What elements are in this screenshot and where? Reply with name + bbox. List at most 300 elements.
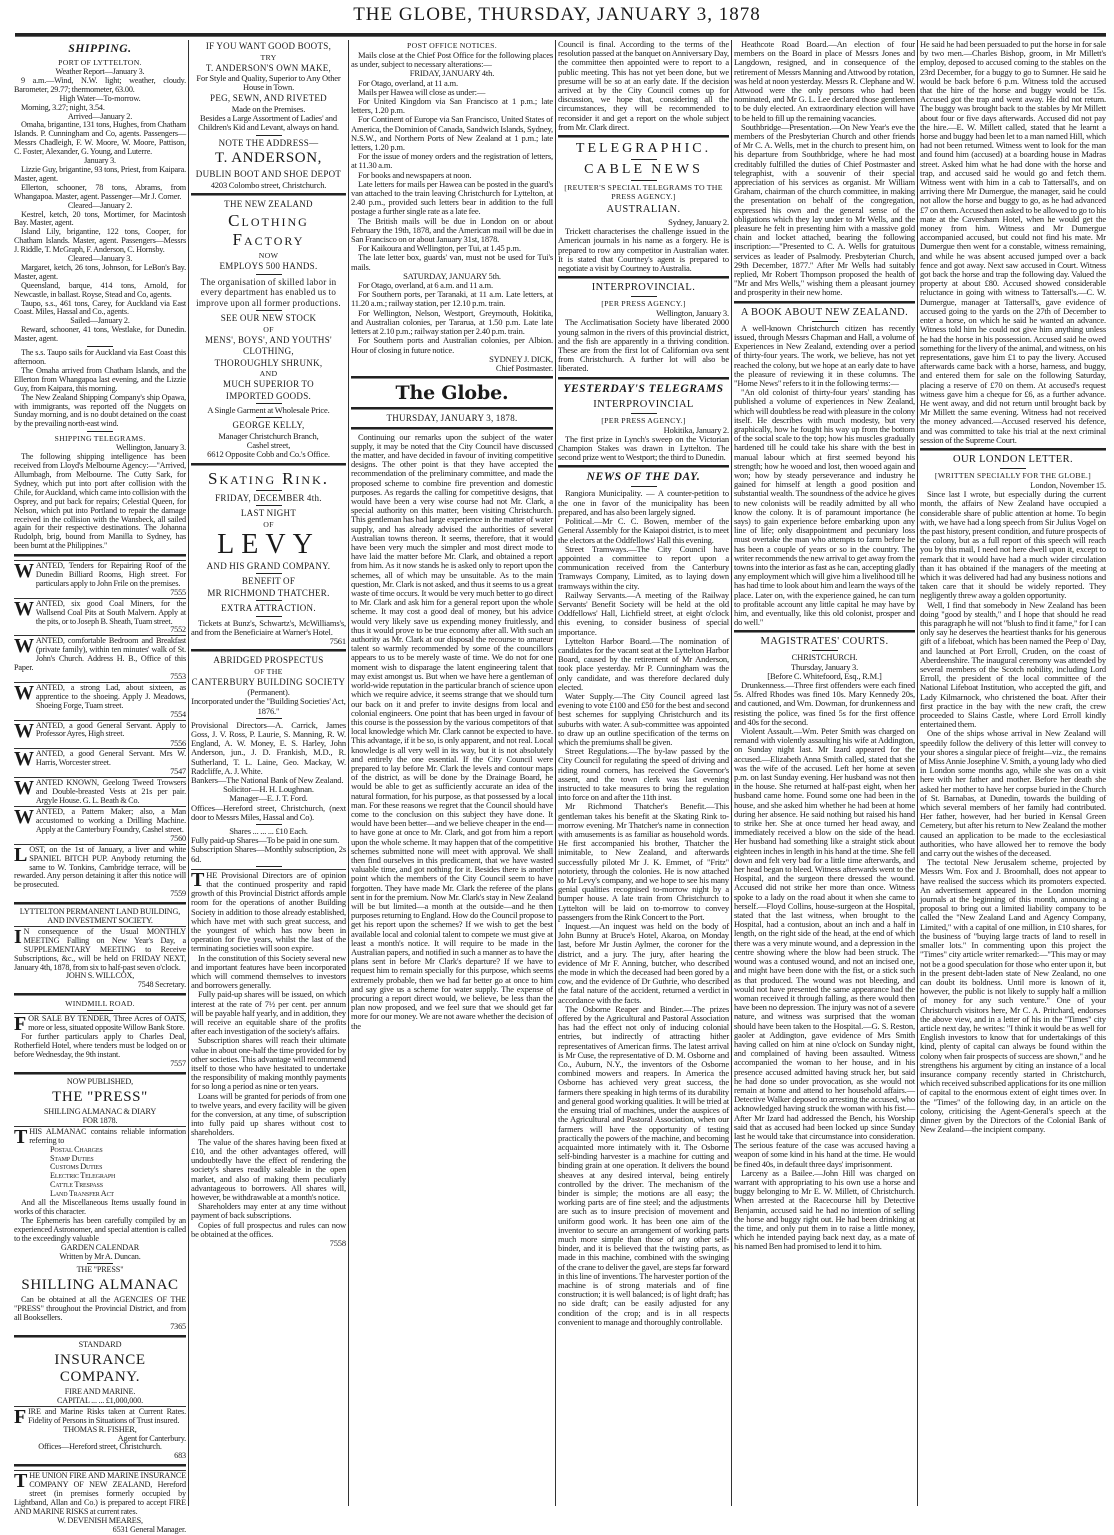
section-rule [14,554,186,557]
paragraph: "An old colonist of thirty-four years' standing has published a volume of experiences in New Zealand, which will doubtless be read with pleasure in the colony itself. He describes with much modesty, but very graphically, how he fought his way up from the bottom of the social scale to the top; how his muscles gradually hardened till he could take his share with the best in manual labour which at first seemed beyond his strength; how he wooed and lost, then wooed again and won; how by steady perseverance and industry he gained for himself at length a good position and substantial wealth. The soundness of the advice he gives to new colonists will be readily admitted by all who know the colony. It is of paramount importance (he says) to gain experience before embarking upon any line of life; only disappointment and pecuniary loss must overtake the man who attempts to farm before he has been a couple of years or so in the country. The writer recommends the new arrival to get away from the towns into the interior as fast as he can, accepting gladly any employment which will give him a livelihood till he has had time to look about him and learn the ways of the place. Later on, with the experience gained, he can turn to profitable account any little capital he may have by him, and eventually, like this old colonist, prosper and do well." [734,387,915,628]
ad-text: ANTED, a good General Servant. Mrs W. Harris, Worcester street. [35,749,186,768]
paragraph: Island Lily, brigantine, 122 tons, Cooper, for Chatham Islands. Master, agent. Passengers—Messrs J. Riddle, T. McGraph, F. Anderson, C. Hornsby. [14,227,186,255]
paragraph: Railway Servants.—A meeting of the Railway Servants' Benefit Society will be held at the old Oddfellows' Hall, Lichfield street, at eight o'clock this evening, to consider business of special importance. [558,589,729,637]
paragraph: For Otago, overland, at 11 a.m. [358,77,458,88]
paragraph: A well-known Christchurch citizen has recently issued, through Messrs Chapman and Hall, a volume of Experiences in New Zealand, extending over a period of thirty-four years. The work, we believe, has not yet reached the colony, but we hope at an early date to have the pleasure of reviewing it in these columns. The "Home News" refers to it in the following terms:— [734,322,915,388]
paragraph: Fully paid-up shares will be issued, on which interest at the rate of 7½ per cent. per annum will be payable half yearly, and in addition, they will receive an equitable share of the profits after each investigation of the society's affairs. [191,989,346,1037]
centered-line: Offices—Hereford street, Christchurch. [38,1442,162,1452]
centered-line: Solicitor—H. H. Loughnan. [223,784,314,795]
subheading: OF [263,519,274,529]
short-rule [256,274,282,275]
paragraph: Water Supply.—The City Council agreed last evening to vote £100 and £50 for the best and second best schemes for supplying Christchurch and its suburbs with water. A sub-committee was appointed to draw up an outline specification of the terms on which the premiums shall be given. [558,690,729,747]
paragraph: For United Kingdom via San Francisco at 1 p.m.; late letters, 1.20 p.m. [351,96,553,116]
classified-ad [14,844,186,891]
ad-display-line: AND HIS GRAND COMPANY. [206,560,331,571]
short-rule [256,135,282,136]
signature-line: Agent for Canterbury. [117,1433,186,1443]
ad-text: ANTED, a Pattern Maker; also, a Man accustomed to working a Drilling Machine. Apply at the Canterbury Foundry, Cashel street. [35,807,186,834]
paragraph: Mails close at the Chief Post Office for the following places as under, subject to necessary alterations:— [351,50,553,70]
signature-line: 7548 Secretary. [137,980,186,990]
short-rule [256,490,282,491]
ad-text: ANTED, comfortable Bedroom and Breakfast (private family), within ten minutes' walk of St. John's Church. Address H. B., Office of this Paper. [14,636,186,673]
centered-line: Weather Report—January 3. [55,67,145,76]
ad-text: ANTED KNOWN, Geelong Tweed Trowsers and Double-breasted Vests at 21s per pair. Argyle House. G. L. Beath & Co. [35,778,186,806]
ad-display-line: THE NEW ZEALAND [224,198,313,209]
ad-large-heading: Skating Rink. [208,468,329,488]
centered-line: For Style and Quality, Superior to Any Other House in Town. [196,73,341,93]
section-rule [558,135,729,138]
classified-ad [14,682,186,711]
centered-line: NOW PUBLISHED, [66,1076,134,1086]
ad-display-line: IF YOU WANT GOOD BOOTS, [205,41,332,51]
paragraph: For the issue of money orders and the registration of letters, at 11.30 a.m. [351,151,553,171]
short-rule [87,1263,113,1264]
paragraph: 9 a.m.—Wind, N.W. light; weather, cloudy. Barometer, 29.77; thermometer, 63.00. [14,75,186,94]
paragraph: For books and newspapers at noon. [358,169,472,180]
classified-ad [14,1013,186,1036]
paragraph: Violent Assault.—Wm. Peter Smith was charged on remand with violently assaulting his wife at Addington, on Sunday night last. Mr Izard appeared for the accused.—Elizabeth Anna Smith called, stated that she was the wife of the accused. Left her home at seven p.m. on last Sunday evening. Her husband was not then in the house. She returned at half-past eight, when her husband came home. Found some one had been in the house, and she asked him whether he had been at home during her absence. He said nothing but raised his hand to strike her. She at once turned her head away, and immediately received a blow on the side of the head. Her husband had something like a straight stick about eighteen inches in length in his hand at the time. She fell down and felt very bad for a little time afterwards, and her head began to bleed. Witness afterwards went to the Hospital, and the surgeon there dressed the wound. Accused did not strike her more than once. Witness spoke to a lady on the road about it when she came to herself.—Floyd Collins, house-surgeon at the Hospital, stated that the last witness, when brought to the Hospital, had a contusion, about an inch and a half in length, on the right side of the head, at the end of which there was a very minute wound, and a depression in the centre showing where the blow had been struck. The wound was a contused wound, and not an incised one, and might have been done with the fist, or a stick such as that produced. The wound was not bleeding, and would not have presented the same appearance had the woman received it through falling, as there would then have been no depression. The injury was not of a severe nature, and witness was surprised that the woman should have been taken to the Hospital.—G. S. Reston, gaoler at Addington, gave evidence of Mrs Smith having called on him at nine o'clock on Sunday night, and complained of having been assaulted. Witness accompanied the woman to her house, and in his presence accused admitted having struck her, but said he had done so under provocation, as she would not remain at home and attend to her household affairs.—Detective Walker deposed to arresting the accused, who acknowledged having struck the woman with his fist.—After Mr Izard had addressed the Bench, his Worship said that as accused had been locked up since Sunday last he would take that circumstance into consideration. The serious feature of the case was accused having a weapon of some kind in his hand at the time. He would be fined 40s, in default three days' imprisonment. [734,726,915,1169]
ad-text: N consequence of the Usual MONTHLY MEETING Falling on New Year's Day, a SUPPLEMENTARY MEETING to Receive Subscriptions, &c., will be held on FRIDAY NEXT, January 4th, 1878, from six to half-past seven o'clock. [14,926,186,972]
paragraph: Continuing our remarks upon the subject of the water supply, it may be noted that the City Council have discussed the matter, and have decided in favour of inviting competitive designs. The other point is that they have accepted the recommendation of the preliminary committee, and made the proposed scheme to combine fire prevention and domestic purposes. As regards the calling for competitive designs, that would have been a very wise course had not Mr. Clark, a special authority on this matter, been visiting Christchurch. This gentleman has had large experience in the matter of water supply, and has already advised the authorities of several Australian towns thereon. It seems, therefore, that it would have been very much the simpler and most direct mode to have laid the matter before Mr. Clark, and obtained a report from him. As it now stands he is asked only to report upon the schemes, all of which may be unsuitable. As to the main question, Mr. Clark is not asked, and thus it seems to us a great waste of time occurs. It would be very much better to go direct to Mr. Clark and ask him for a general report upon the whole scheme. It may cost a good deal of money, but his advice would very likely save us expending money fruitlessly, and thus it would prove to be true economy after all. With such an authority as Mr. Clark at our disposal the recourse to amateur talent so warmly recommended by some of the councillors appears to us to be merely waste of time. We do not for one moment wish to disparage the latent engineering talent that may exist amongst us. But when we have here a gentleman of world-wide reputation in the particular branch of science upon which we require advice, it seems strange that we should turn our back on it and prefer to invite designs from local and colonial engineers. One point that has been urged in favour of this course is the possession by the various competitors of that local knowledge which Mr. Clark cannot be expected to have. This advantage, if it be so, is only apparent, and not real. Local knowledge is all very well in its way, but it is not absolutely and entirely the one essential. If the City Council were prepared to lay before Mr. Clark the levels and contour maps of the district, as will be done by the Drainage Board, he would be able to get as sufficiently accurate an idea of the natural formation, for his purpose, as that possessed by a local man. For these reasons we regret that the Council should have come to the conclusion on this subject they have done. It would have been better—and we believe cheaper in the end—to have gone at once to Mr. Clark, and got from him a report upon the whole scheme. It may happen that of the competitive schemes submitted none will meet with approval. We shall then find ourselves in this predicament, that we have wasted valuable time, and got nothing for it. Besides there is another point which the members of the City Council seem to have forgotten. They have made Mr. Clark the referee of the plans sent in for the premium. Now Mr. Clark's stay in New Zealand will be but limited—a month at the outside—and he then purposes returning to England. How do the Council propose to get his report upon the schemes? If we wish to get the best available local and colonial talent to compete we must give at least a month's notice. It will require to be made in the Australian papers, and notified in such a manner as to have the plans sent in before Mr Clark's departure? If we have to request him to remain specially for this purpose, which seems extremely probable, then we had far better go at once to him and say give us a scheme for water supply. The expense of procuring a report direct would, we believe, be less than the plan now proposed, and we feel sure that we should get far more for our money. We are not aware whether the decision of the [351,431,553,1031]
section-rule [558,377,729,380]
short-rule [256,718,282,719]
section-rule [191,193,346,196]
section-heading: SHIPPING. [68,43,132,55]
paragraph: Late letters for mails per Hawea can be posted in the guard's van attached to the train leaving Christchurch for Lyttelton, at 2.40 p.m., provided such letters bear in addition to the full postage a further single rate as a late fee. [351,178,553,217]
ad-text: OST, on the 1st of January, a liver and white SPANIEL BITCH PUP. Anybody returning the same to W. Tonkins, Cambridge terrace, will be rewarded. Any person detaining it after this notice will be prosecuted. [14,844,186,890]
section-heading: AUSTRALIAN. [606,204,681,216]
ad-display-line: MUCH SUPERIOR TO [223,379,314,390]
subheading: AND [259,369,278,379]
subheading: OF [263,324,274,334]
list-item: Electric Telegraph [50,1171,116,1181]
list-item: Stamp Duties [50,1153,94,1163]
drop-cap: W [14,719,34,742]
section-heading: INTERPROVINCIAL. [591,282,696,294]
ad-display-line: IMPORTED GOODS. [225,390,312,401]
signature-line: London, November 15. [1030,479,1106,490]
paragraph: The Ephemeris has been carefully compiled by an experienced Astronomer, and special attention is called to the exceedingly valuable [14,1215,186,1243]
ad-display-line: THURSDAY, JANUARY 3, 1878. [386,413,518,424]
ad-display-line: The organisation of skilled labor in every department has enabled us to improve upon all former productions. [196,276,341,308]
subheading: [WRITTEN SPECIALLY FOR THE GLOBE.] [934,470,1092,480]
section-rule [558,276,729,279]
drop-cap: W [14,597,34,620]
centered-line: Made on the Premises. [231,103,306,114]
section-rule [191,463,346,466]
ad-number: 7554 [170,709,186,719]
subheading: WINDMILL ROAD. [65,999,135,1009]
paragraph: Fully paid-up Shares—To be paid in one sum. [191,835,340,846]
paragraph: He said he had been persuaded to put the horse in for sale by two men.—Charles Bishop, groom, in Mr Millett's employ, deposed to accused coming to the stables on the 23rd December, for a buggy to go to Sumner. He said he would be back before 6 p.m. Witness told the accused that the hire of the horse and buggy would be 15s. Accused got the trap and went away. He did not return. The buggy was brought back to the stables by Mr Millett about four or five days afterwards. Accused did not pay the hire.—E. W. Millett called, stated that he learnt a horse and buggy had been let to a man named Hill, which had not been returned. Witness went to look for the man and found him (accused) at a boarding house in Madras street. Asked him what he had done with the horse and trap, and accused said he would go and fetch them. Witness went with him in a cab to Tattersall's, and on arriving there Mr Dumergue, the manager, said he could not allow the horse and buggy to go, as he had advanced £7 on them. Accused then asked to be allowed to go to his mate at the Caversham Hotel, when he would get the money from him. Witness and Mr Dumergue accompanied accused, but could not find his mate. Mr Dumergue then went for a constable, witness remaining, and while he was absent accused jumped over a back fence and got away. Next saw accused in Court. Witness got back the horse and trap the following day. Valued the property at about £80. Accused showed considerable reluctance in going with witness to Tattersall's.—C. W. Dumergue, manager at Tattersall's, gave evidence of accused going to the yards on the 27th of December to enter a horse, on which he said he wanted an advance. Witness told him he could not give him anything unless he had the horse in his possession. Accused said he owed something for the livery of the animal, and witness, on his representations, gave him £1 to pay the livery. Accused afterwards came back with a horse, harness, and buggy, and entered them for sale on the following Saturday, placing a reserve of £70 on them. At accused's request witness gave him a cheque for £6, as a further advance. He went away, and did not return until brought back by Mr Millett the same evening. Witness had not received the money advanced.—Accused reserved his defence, and was committed to take his trial at the next criminal session of the Supreme Court. [920,39,1106,445]
paragraph: Morning, 3.27; night, 3.54. [21,102,105,112]
list-item: Cattle Trespass [50,1180,103,1190]
paragraph: Shareholders may enter at any time without payment of back subscriptions. [191,1201,346,1221]
subheading: SHIPPING TELEGRAMS. [54,434,146,444]
drop-cap: T [14,1470,28,1493]
paragraph: Council is final. According to the terms of the resolution passed at the banquet on Anniversary Day, the committee then appointed were to report to a public meeting. This has not yet been done, but we presume will be so at an early date. If the decision arrived at by the City Council comes up for discussion, we hope that, considering all the circumstances, they will be recommended to reconsider it and get a report on the whole subject from Mr. Clark direct. [558,39,729,132]
paragraph: For Wellington, Nelson, Westport, Greymouth, Hokitika, and Australian colonies, per Tararua, at 1.50 p.m. Late late letters at 2.10 p.m.; railway station per 2.40 p.m. train. [351,307,553,337]
newspaper-masthead: THE GLOBE, THURSDAY, JANUARY 3, 1878 [353,4,761,25]
section-heading: TELEGRAPHIC. [575,141,712,157]
section-rule [351,407,553,410]
paragraph: Since last I wrote, but especially during the current month, the affairs of New Zealand have occupied a considerable share of public attention at home. To begin with, we have had a long speech from Sir Julius Vogel on the past history, present condition, and future prospects of the colony, but as a full report of this speech will reach you by this mail, I need not here dwell upon it, except to remark that it would have had a much wider circulation than it has obtained if the managers of the meeting at which it was delivered had had any business notions and taken care that it should be widely reported. They negligently threw away a golden opportunity. [920,489,1106,601]
centered-line: High Water—To-morrow. [59,93,141,103]
subheading: NOW [258,251,279,261]
classified-ad [14,598,186,627]
centered-line: 6612 Opposite Cobb and Co.'s Office. [207,449,330,460]
section-rule [191,649,346,652]
subheading: [REUTER'S SPECIAL TELEGRAMS TO THE PRESS AGENCY.] [564,183,723,202]
paragraph: Trickett characterises the challenge issued in the American journals in his name as a forgery. He is prepared to row any competitor in Australian water. It is stated that Courtney's agent is prepared to negotiate a visit by Courtney to Australia. [558,226,729,274]
ad-text: OR SALE BY TENDER, Three Acres of OATS, more or less, situated opposite Willow Bank Store. [28,1014,186,1033]
paragraph: Street Tramways.—The City Council have appointed a committee to report upon a communication received from the Canterbury Tramways Company, Limited, as to laying down tramways within the city. [558,543,729,591]
signature-line: Wellington, January 3. [115,443,186,453]
signature-line: Wellington, January 3. [656,308,729,319]
short-rule [256,310,282,311]
ad-number: 7553 [170,672,186,681]
subheading: POST OFFICE NOTICES. [407,41,497,50]
paragraph: The Acclimatisation Society have liberated 2000 young salmon in the rivers of this provincial district, and the fish are apparently in a thriving condition. These are from the first lot of Californian ova sent from Christchurch. A further lot will also be liberated. [558,317,729,374]
ad-number: 683 [174,1451,186,1461]
section-heading: INTERPROVINCIAL [593,398,694,410]
ad-display-line: T. ANDERSON'S OWN MAKE, [205,62,332,73]
centered-line: (Permanent). [247,687,290,698]
classified-ad [14,1406,186,1426]
ad-text: HIS ALMANAC contains reliable information referring to [29,1126,186,1145]
paragraph: Subscription Shares—Monthly subscription, 2s 6d. [191,844,346,864]
signature-line: Sydney, January 2. [668,217,729,228]
list-item: Land Transfer Act [50,1189,114,1199]
ad-number: 7555 [170,587,186,597]
ad-display-line: GEORGE KELLY, [232,420,305,431]
list-item: Customs Duties [50,1162,103,1172]
centered-line: January 3. [84,156,116,166]
column-5-local-news-courts [734,40,915,1252]
short-rule [256,600,282,601]
paragraph: One of the ships whose arrival in New Zealand will speedily follow the delivery of this letter will convey to your shores a singular piece of freight—viz., the remains of Miss Annie Josephine V. Smith, a young lady who died in London some months ago, while she was on a visit here with her father and mother. Before her death she asked her mother to have her corpse buried in the Church of St. Barnabas, at Dunedin, towards the building of which several members of her family had contributed. Her father, however, had her buried in Kensal Green Cemetery, but after his return to New Zealand the mother caused an application to be made to the ecclesiastical authorities, who have allowed her to remove the body and carry out the wishes of the deceased. [920,728,1106,859]
paragraph: Bankers—The National Bank of New Zealand. [191,774,344,785]
ad-large-heading: INSURANCE COMPANY. [54,1351,146,1385]
paragraph: Queensland, barque, 414 tons, Arnold, for Newcastle, in ballast. Royse, Stead and Co, agents. [14,280,186,299]
section-heading: OUR LONDON LETTER. [952,453,1074,465]
drop-cap: W [14,560,34,583]
drop-cap: W [14,806,34,829]
classified-ad [14,777,186,806]
ad-display-line: DUBLIN BOOT AND SHOE DEPOT [195,169,342,180]
paragraph: The Omaha arrived from Chatham Islands, and the Ellerton from Whangapoa last evening, and the Lizzie Guy, from Kaipara, this morning. [14,365,186,393]
paragraph: Well, I find that somebody in New Zealand has been doing "good by stealth," and I hope that should he read this paragraph he will not "blush to find it fame," for I can only say he deserves the heartiest thanks for his generous gift of a lifeboat, which has been named the Peep o' Day, and launched at Port Erroll, Cruden, on the coast of Aberdeenshire. The inaugural ceremony was attended by several members of the Scotch nobility, including Lord Erroll, the president of the local committee of the National Lifeboat Institution, who accepted the gift, and Lady Kilmarnock, who christened the boat. After their first practice in the bay with the new craft, the crew proceeded to Slains Castle, where Lord Erroll kindly entertained them. [920,599,1106,730]
paragraph: Drunkenness.—Three first offenders were each fined 5s. Alfred Rhodes was fined 10s. Mary Kennedy 20s, and cautioned, and Wm. Dowman, for drunkenness and resisting the police, was fined 5s for the first offence and 40s for the second. [734,680,915,727]
ad-large-heading: LEVY [217,528,320,560]
centered-line: CAPITAL ... ... £1,000,000. [57,1395,143,1405]
centered-line: 4203 Colombo street, Christchurch. [210,179,327,190]
ad-number: 7561 [329,635,346,646]
column-1-shipping-and-ads [14,40,186,1535]
paragraph: The British mails will be due in London on or about February the 19th, 1878, and the American mail will be due in San Francisco on or about January 31st, 1878. [351,215,553,245]
paragraph: The following shipping intelligence has been received from Lloyd's Melbourne Agency:—"Arrived, Allumbagh, from Melbourne. The Cutty Sark, for Sydney, which put into port after collision with the Chile, for Auckland, which came into collision with the Osprey, and put back for repairs; Celestial Queen, for Nelson, which put into Portland to repair the damage received in the collision with the Wansbeck, all sailed again for their respective destinations. The Johanna Rudolph, brig, bound from Manilla to Sydney, has been burnt at the Philippines." [14,452,186,551]
ad-display-line: MR RICHMOND THATCHER. [207,587,330,598]
drop-cap: I [14,925,22,948]
centered-line: LYTTELTON PERMANENT LAND BUILDING, AND INVESTMENT SOCIETY. [19,907,181,926]
centered-line: THE "PRESS" [76,1265,124,1275]
short-rule [631,159,657,160]
paragraph: Taupo, s.s., 461 tons, Carey, for Auckland via East Coast. Miles, Hassal and Co., agents. [14,298,186,317]
classified-ad [14,560,186,589]
paragraph: Ellerton, schooner, 78 tons, Abrams, from Whangapoa. Master, agent. Passenger—Mr J. Corner. [14,182,186,201]
section-rule [734,630,915,633]
centered-line: Sailed—January 2. [70,316,130,326]
paragraph: And all the Miscellaneous Items usually found in works of this character. [14,1198,186,1216]
paragraph: Kestrel, ketch, 20 tons, Mortimer, for Macintosh Bay. Master, agent. [14,209,186,228]
ad-text: ANTED, Tenders for Repairing Roof of the Dunedin Billiard Rooms, High street. For particulars apply to John Frile on the premises. [35,561,186,588]
paragraph: Street Regulations.—The by-law passed by the City Council for regulating the speed of driving and riding round corners, has received the Governor's assent, and the town clerk was last evening instructed to take measures to bring the regulation into force on and after the 11th inst. [558,746,729,803]
section-heading: NEWS OF THE DAY. [586,471,701,484]
ad-display-line: MENS', BOYS', AND YOUTHS' [205,334,332,345]
column-6-london-letter [920,40,1106,1134]
ad-number: 7556 [170,738,186,748]
drop-cap: L [14,843,28,866]
centered-line: Manager—E. J. T. Ford. [229,793,308,804]
drop-cap: W [14,635,34,658]
short-rule [256,417,282,418]
paragraph: For further particulars apply to Charles Deal, Rotherfield Hotel, where tenders must be lodged on or before Wednesday, the 9th instant. [14,1032,186,1060]
short-rule [256,824,282,825]
paragraph: Mr Richmond Thatcher's Benefit.—This gentleman takes his benefit at the Skating Rink to-morrow evening. Mr Thatcher's name in connection with amusements is as familiar as household words. He first accompanied his brother, Thatcher the inimitable, to New Zealand, and afterwards successfully piloted Mr J. K. Emmet, of "Fritz" notoriety, through the colonies. He is now attached to Mr Levy's company, and we hope to see his many genial qualities recognised to-morrow night by a bumper house. A late train from Christchurch to Lyttelton will be laid on to-morrow to convey passengers from the Rink Concert to the Port. [558,801,729,922]
paragraph: Southbridge—Presentation.—On New Year's eve the members of the Presbyterian Church and other friends of Mr C. A. Wells, met in the church to present him, on his departure from Southbridge, where he had most creditably fulfilled the duties of Chief Postmaster and telegraphist, with a souvenir of their special appreciation of his services as organist. Mr William Graham, chairman of the church committee, in making the presentation on behalf of the congregation, expressed his own and the general sense of the obligations which they lay under to Mr Wells, and the pleasure he felt in presenting him with a massive gold chain and locket attached, bearing the following inscription:—"Presented to C. A. Wells for gratuitous services as leader of Psalmody. Presbyterian Church, 29th December, 1877." After Mr Wells had suitably replied, Mr Robert Thompson proposed the health of "Mr and Mrs Wells," wishing them a pleasant journey and prosperity in their new home. [734,121,915,298]
ad-large-heading: Clothing Factory [228,211,309,250]
paragraph: Larceny as a Bailee.—John Hill was charged on warrant with appropriating to his own use a horse and buggy belonging to Mr E. W. Millett, of Christchurch. When arrested at the Racecourse hill by Detective Benjamin, accused said he had no intention of selling the horse and buggy right out. He had been drinking at the time, and only put them in to raise a little money, which he intended paying back next day, as a mate of his named Ben had promised to lend it to him. [734,1167,915,1252]
section-heading: CABLE NEWS [584,162,703,178]
short-rule [631,486,657,487]
centered-line: STANDARD [78,1339,122,1349]
paragraph: For Otago, overland, at 6 a.m. and 11 a.m. [358,280,493,291]
centered-line: A Single Garment at Wholesale Price. [207,405,330,416]
short-rule [256,505,282,506]
centered-line: Cashel street, [246,440,291,451]
short-rule [256,866,282,867]
newspaper-title: The Globe. [395,382,509,405]
paragraph: Mails per Hawea will close as under:— [358,86,486,97]
section-rule [351,376,553,379]
classified-ad [14,1126,186,1146]
ad-text: HE UNION FIRE AND MARINE INSURANCE COMPANY OF NEW ZEALAND, Hereford street (in premises formerly occupied by Lightband, Allan and Co.) is prepared to accept FIRE AND MARINE RISKS at current rates. [14,1471,186,1516]
classified-ad [14,806,186,835]
section-rule [734,301,915,304]
short-rule [631,413,657,414]
centered-line: CHRISTCHURCH. [791,652,858,663]
ad-text: ANTED, a strong Lad, about sixteen, as apprentice to the shoeing. Apply J. Meadows, Shoeing Forge, Tuam street. [35,682,186,710]
drop-cap: W [14,777,34,800]
section-rule [14,1464,186,1467]
signature-line: Hokitika, January 2. [663,424,729,435]
ad-number: 7558 [329,1237,346,1248]
centered-line: [Before C. Whitefoord, Esq., R.M.] [767,670,882,681]
centered-line: Thursday, January 3. [790,661,859,672]
centered-line: FIRE AND MARINE. [64,1386,136,1396]
paragraph: Reward, schooner, 41 tons, Westlake, for Dunedin. Master, agent. [14,325,186,344]
paragraph: Subscription shares will reach their ultimate value in about one-half the time provided for by other societies. This advantage will recommend itself to those who have hesitated to undertake the responsibility of making monthly payments for so long a period as nine or ten years. [191,1035,346,1092]
paragraph: Tickets at Bunz's, Schwartz's, McWilliams's, and from the Beneficiaire at Warner's Hotel. [191,617,346,637]
signature-line: SYDNEY J. DICK, [489,353,553,364]
column-divider [188,40,189,1506]
paragraph: Can be obtained at all the AGENCIES OF THE "PRESS" throughout the Provincial District, and from all Booksellers. [14,1295,186,1323]
ad-display-line: ABRIDGED PROSPECTUS [213,655,324,666]
short-rule [256,573,282,574]
centered-line: Shares ... ... ... £10 Each. [229,825,308,836]
column-divider [348,40,349,1506]
subheading: PORT OF LYTTELTON. [58,58,142,67]
centered-line: Written by Mr A. Duncan. [59,1251,141,1261]
paragraph: Copies of full prospectus and rules can now be obtained at the offices. [191,1219,346,1239]
paragraph: The first prize in Lynch's sweep on the Victorian Champion Stakes was drawn in Lyttelton. The second prize went to Westport; the third to Dunedin. [558,433,729,463]
short-rule [631,296,657,297]
paragraph: Margaret, ketch, 26 tons, Johnson, for LeBon's Bay. Master, agent. [14,262,186,281]
ad-number: 7365 [170,1322,186,1332]
column-divider [731,40,732,1506]
drop-cap: F [14,1013,27,1036]
ad-large-heading: THE "PRESS" [52,1088,148,1105]
paragraph: Lizzie Guy, brigantine, 93 tons, Priest, from Kaipara. Master, agent. [14,164,186,183]
drop-cap: W [14,748,34,771]
paragraph: Heathcote Road Board.—An election of four members on the Board in place of Messrs Jones and Langdown, resigned, and in consequence of the retirement of Messrs Manning and Attwood by rotation, was held at noon yesterday. Messrs R. Clephane and W. Attwood were the only persons who had been nominated, and Mr G. L. Lee declared those gentlemen to be duly elected. An extraordinary election will have to be held to fill up the remaining vacancies. [734,39,915,123]
masthead-rule [15,33,1106,37]
section-heading: A BOOK ABOUT NEW ZEALAND. [740,306,909,318]
paragraph: In the constitution of this Society several new and important features have been incorporated which will commend themselves to investors and borrowers generally. [191,952,346,991]
centered-line: Besides a Large Assortment of Ladies' and Children's Kid and Levant, always on hand. [198,113,339,133]
subheading: [PER PRESS AGENCY.] [601,415,686,425]
ad-display-line: CANTERBURY BUILDING SOCIETY [191,676,346,687]
centered-line: Incorporated under the "Building Societies' Act, 1876." [191,696,346,716]
short-rule [256,616,282,617]
paragraph: For Continent of Europe via San Francisco, United States of America, the Dominion of Canada, Sandwich Islands, Sydney, N.S.W., and Northern Ports of New Zealand at 1 p.m.; late letters, 1.20 p.m. [351,114,553,153]
drop-cap: F [14,1405,27,1428]
ad-display-line: THOROUGHLY SHRUNK, [214,357,323,368]
column-divider [917,40,918,1506]
paragraph: The Osborne Reaper and Binder.—The prizes offered by the Agricultural and Pastoral Association has had the effect not only of inducing colonial entries, but indirectly of attracting hither representatives of American firms. The latest arrival is Mr Cuse, the representative of D. M. Osborne and Co., Auburn, N.Y., the inventors of the Osborne combined mowers and reapers. In America the Osborne has achieved very great success, the farmers there speaking in high terms of its durability and general good working qualities. It will be tried at the ensuing trial of machines, under the auspices of the Agricultural and Pastoral Association, when our farmers will have the opportunity of testing practically the powers of the machine, and becoming acquainted more intimately with it. The Osborne self-binding harvester is a machine for cutting and binding grain at one operation. It delivers the bound sheaves at any desired interval, being entirely controlled by the driver. The mechanism of the binder is simple; the motions are all easy; the working parts are of fine steel; and the adjustments are such as to insure precision of movement and uniform good work. It has been one aim of the inventor to secure an arrangement of working parts much more simple than those of any other self-binder, and it is believed that the twisting parts, as made in this machine, combined with the swinging of the crane to deliver the gavel, are steps far forward in this line of inventions. The harvester portion of the machine is of strong materials and of fine construction; it is well balanced; is of light draft; has no side draft; can be easily adjusted for any condition of the crop; and is in all respects convenient to manage and thoroughly controllable. [558,1003,729,1327]
ad-display-line: NOTE THE ADDRESS— [218,137,319,148]
drop-cap: T [191,868,205,891]
section-rule [351,427,553,430]
classified-ad [14,748,186,771]
paragraph: The late letter box, guards' van, must not be used for Tui's mails. [351,252,553,272]
paragraph: Political.—Mr C. C. Bowen, member of the General Assembly for the Kaiapoi district, is to meet the electors at the Oddfellows' Hall this evening. [558,516,729,545]
ad-text: ANTED, six good Coal Miners, for the Wallsend Coal Pits at South Malvern. Apply at the pits, or to Joseph B. Sheath, Tuam street. [35,598,186,626]
paragraph: Lyttelton Harbor Board.—The nomination of candidates for the vacant seat at the Lyttelton Harbor Board, caused by the retirement of Mr Anderson, took place yesterday. Mr P. Cunningham was the only candidate, and was therefore declared duly elected. [558,635,729,692]
centered-line: Cleared—January 2. [67,200,133,210]
signature-line: 6531 General Manager. [112,1524,186,1534]
paragraph: For Southern ports, per Taranaki, at 11 a.m. Late letters, at 11.20 a.m.; railway station, per 12.10 p.m. train. [351,289,553,309]
centered-line: Manager Christchurch Branch, [218,430,319,441]
ad-display-line: SEE OUR NEW STOCK [220,313,317,324]
ad-large-heading: SHILLING ALMANAC [21,1277,179,1294]
paragraph: The value of the shares having been fixed at £10, and the other advantages offered, will undoubtedly have the effect of rendering the society's shares readily saleable in the open market, and also of making them peculiarly advantageous to borrowers. All shares will, however, be withdrawable at a month's notice. [191,1136,346,1202]
ad-display-line: CLOTHING, [243,346,294,357]
paragraph: The s.s. Taupo sails for Auckland via East Coast this afternoon. [14,348,186,366]
section-rule [14,1335,186,1338]
section-heading: YESTERDAY'S TELEGRAMS [563,382,724,395]
short-rule [812,321,838,322]
short-rule [1000,468,1026,469]
ad-number: 7560 [170,833,186,843]
classified-ad [14,1470,186,1517]
ad-display-line: PEG, SEWN, AND RIVETED [210,93,327,104]
ad-text: IRE and Marine Risks taken at Current Rates. Fidelity of Persons in Situations of Trust insured. [28,1406,186,1425]
ad-number: 7547 [170,767,186,777]
section-rule [14,1072,186,1075]
centered-line: THOMAS R. FISHER, [63,1424,137,1434]
paragraph: Omaha, brigantine, 131 tons, Hughes, from Chatham Islands. P. Cunningham and Co, agents. Passengers—Messrs Chadleigh, F. W. Moore, W. Moore, Pattison, C. Foster, Alexander, G. Young, and Luterre. [14,120,186,157]
ad-number: 7559 [170,889,186,899]
centered-line: JOHN S. WILLCOX, [65,971,135,981]
centered-line: SHILLING ALMANAC & DIARY [43,1106,157,1116]
classified-ad [14,720,186,740]
paragraph: Rangiora Municipality. — A counter-petition to the one in favor of the municipality has been prepared, and has also been largely signed. [558,488,729,517]
ad-number: 7557 [170,1059,186,1068]
centered-line: FOR 1878. [82,1115,118,1125]
classified-ad [14,926,186,973]
paragraph: Loans will be granted for periods of from one to twelve years, and every facility will be given for the conversion, at any time, of subscription into fully paid up shares without cost to shareholders. [191,1090,346,1138]
classified-ad [191,869,346,954]
short-rule [256,403,282,404]
section-rule [14,902,186,905]
centered-line: GARDEN CALENDAR [60,1242,140,1252]
column-2-advertisements [191,40,346,1248]
paragraph: Inquest.—An inquest was held on the body of John Bunny at Bruce's Hotel, Akaroa, on Monday last, before Mr Justin Aylmer, the coroner for the district, and a jury. The jury, after hearing the evidence of Mr F. Anning, butcher, who described the mode in which the deceased had been gored by a cow, and the evidence of Dr Guthrie, who described the fatal nature of the accident, returned a verdict in accordance with the facts. [558,921,729,1005]
ad-display-line: BENEFIT OF [241,576,296,587]
paragraph: The New Zealand Shipping Company's ship Opawa, with immigrants, was reported off the Nuggets on Sunday morning, and is no doubt detained on the coast by the prevailing north-east wind. [14,392,186,429]
drop-cap: W [14,681,34,704]
ad-number: 7552 [170,625,186,635]
centered-line: Cleared—January 3. [67,254,133,264]
list-item: Postal Charges [50,1144,103,1154]
paragraph: Offices—Hereford street, Christchurch, (next door to Messrs Miles, Hassal and Co). [191,802,346,822]
paragraph: For Kaikoura and Wellington, per Tui, at 1.45 p.m. [358,243,521,254]
short-rule [812,650,838,651]
subheading: OF THE [254,666,283,676]
short-rule [87,431,113,432]
section-rule [14,993,186,996]
signature-line: Chief Postmaster. [495,362,553,373]
section-heading: MAGISTRATES' COURTS. [760,636,889,648]
short-rule [87,346,113,347]
centered-line: FRIDAY, JANUARY 4th. [409,68,495,79]
paragraph: For Southern ports and Australian colonies, per Albion. Hour of closing in future notice. [351,335,553,355]
ad-display-line: EXTRA ATTRACTION. [221,603,316,614]
drop-cap: T [14,1125,28,1148]
centered-line: W. DEVENISH MEARES, [57,1515,143,1525]
section-rule [558,465,729,468]
short-rule [631,180,657,181]
classified-ad [14,635,186,673]
ad-text: ANTED, a good General Servant. Apply to Professor Ayres, High street. [35,720,186,739]
paragraph: The tectotal New Jerusalem scheme, projected by Messrs Wm. Fox and J. Broomhall, does not appear to have realised the success which its promoters expected. An advertisement appeared in the London morning journals at the beginning of this month, announcing a proposal to bring out a limited liability company to be called the "New Zealand Land and Agency Company, Limited," with a capital of one million, in £10 shares, for the business of "buying large tracts of land to resell in smaller lots." In commenting upon this project the "Times" city article writer remarked:—"This may or may not be a good speculation for those who enter upon it, but in the present debt-laden state of New Zealand, no one can doubt its boldness. Until more is known of it, however, the public is not likely to supply half a million of money for any such venture." One of your Christchurch visitors here, Mr C. A. Pritchard, endorses the above view, and in a letter of his in the "Times" city article next day, he writes: "I think it would be as well for English investors to know that for undertakings of this kind, plenty of capital can always be found within the colony when fair prospects of success are shown," and he strengthens his argument by citing an instance of a local insurance company recently started in Christchurch, which received subscribed applications for its one million of capital to the enormous extent of eight times over. In the "Times" of the following day, in an article on the colony, criticising the Agent-General's speech at the dinner given by the Directors of the Colonial Bank of New Zealand—the incipient company. [920,857,1106,1135]
centered-line: Arrived—January 2. [67,111,133,121]
subheading: TRY [260,52,277,62]
paragraph: Provisional Directors—A. Carrick, James Goss, J. V. Ross, P. Laurie, S. Manning, R. W. England, A. W. Money, E. S. Harley, John Anderson, jun., J. D. Frankish, M.D., R. Sutherland, T. L. Laine, Geo. Mackay, W. Radcliffe, A. J. White. [191,719,346,776]
short-rule [87,1010,113,1011]
ad-display-line: EMPLOYS 500 HANDS. [219,261,318,272]
subheading: [PER PRESS AGENCY.] [601,299,686,309]
ad-display-line: LAST NIGHT [240,508,297,519]
ad-large-heading: T. ANDERSON, [214,150,323,167]
ad-display-line: FRIDAY, DECEMBER 4th. [215,492,322,503]
section-rule [920,448,1106,451]
column-4-telegraphic-news [558,40,729,1327]
centered-line: SATURDAY, JANUARY 5th. [403,270,501,281]
ad-text: HE Provisional Directors are of opinion that the continued prosperity and rapid growth of this Provincial District affords ample room for the operations of another Building Society in addition to those already established, which have met with such great success, and the youngest of which has now been in operation for five years, whilst the last of the terminating societies will soon expire. [191,869,346,954]
column-divider [555,40,556,1506]
